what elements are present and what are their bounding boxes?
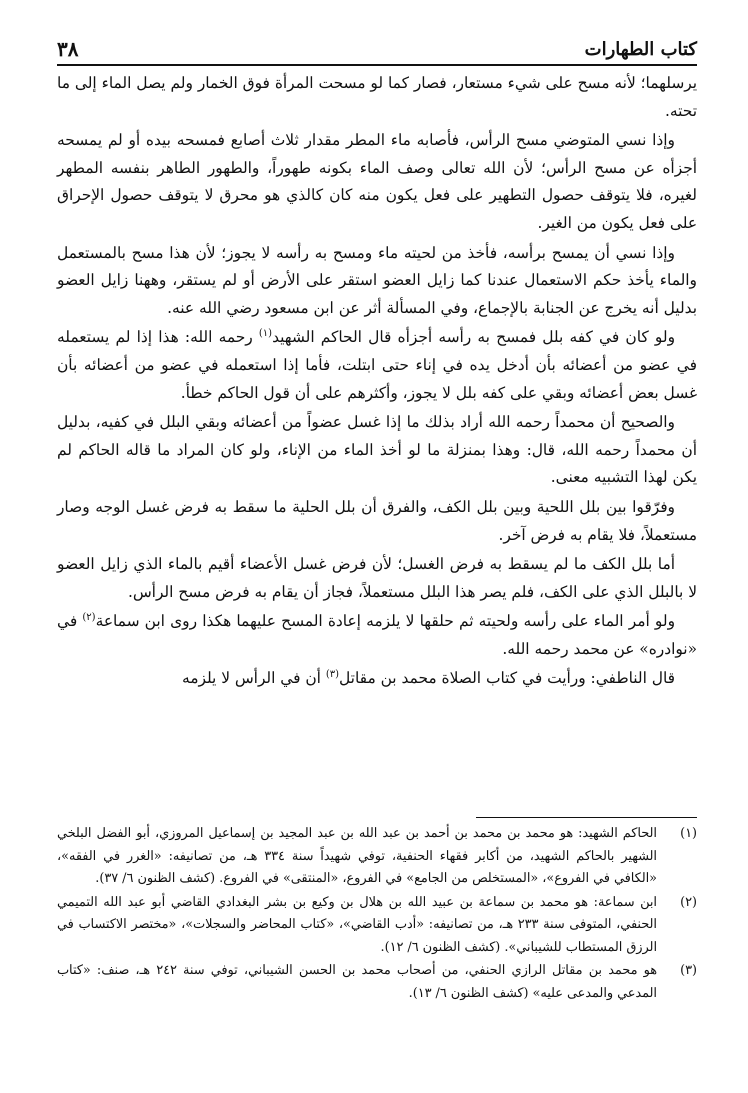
- paragraph-text: أن في الرأس لا يلزمه: [181, 669, 326, 688]
- paragraph-text: ولو أمر الماء على رأسه ولحيته ثم حلقها لا يلزمه إعادة المسح عليهما هكذا روى ابن سماعة: [95, 612, 676, 631]
- header-divider: [57, 64, 697, 66]
- page-number: ٣٨: [57, 37, 79, 61]
- footnote-number: (٣): [680, 963, 697, 978]
- footnote-text: هو محمد بن مقاتل الرازي الحنفي، من أصحاب محمد بن الحسن الشيباني، توفي سنة ٢٤٢ هـ، صنف: «كتاب المدعي والمدعى عليه» (كشف الظنون ٦/ ١٣).: [57, 963, 657, 1001]
- paragraph: وفرّقوا بين بلل اللحية وبين بلل الكف، والفرق أن بلل الحلية ما سقط به فرض غسل الوجه وصار مستعملاً، فلا يقام به فرض آخر.: [57, 497, 697, 544]
- footnote-ref[interactable]: (٢): [82, 612, 96, 624]
- paragraph-text: في «نوادره» عن محمد رحمه الله.: [57, 612, 697, 658]
- footnote-ref[interactable]: (١): [258, 328, 273, 340]
- footnotes: [57, 823, 697, 1006]
- footnote-text: ابن سماعة: هو محمد بن سماعة بن عبيد الله بن هلال بن وكيع بن بشر البغدادي القاضي أبو عبد الله التميمي الحنفي، المتوفى سنة ٢٣٣ هـ، من تصانيفه: «أدب القاضي»، «كتاب المحاضر والسجلات»، «مختصر الاكتساب في الرزق المستطاب للشيباني». (كشف الظنون ٦/ ١٢).: [57, 894, 657, 955]
- paragraph: وإذا نسي المتوضي مسح الرأس، فأصابه ماء المطر مقدار ثلاث أصابع فمسحه بيده أو لم يمسحه أجزأه عن مسح الرأس؛ لأن الله تعالى وصف الماء بكونه طهوراً، والطهور الطاهر بنفسه المطهر لغيره، فلا يتوقف حصول التطهير على فعل يكون منه كان كالذي هو محرق لا يتوقف حصول الإحراق على فعل يكون من الغير.: [57, 131, 697, 232]
- footnote-number: (٢): [680, 894, 697, 910]
- footnote-divider: [476, 817, 697, 818]
- paragraph: [57, 665, 697, 693]
- paragraph: [57, 324, 697, 407]
- paragraph: والصحيح أن محمداً رحمه الله أراد بذلك ما إذا غسل عضواً من أعضائه وبقي البلل في كفيه، بدليل أن محمداً رحمه الله، قال: وهذا بمنزلة ما لو أخذ الماء من الإناء، ولو كان المراد ما قاله الحاكم لم يكن لهذا التشبيه معنى.: [57, 413, 697, 487]
- footnote-text: الحاكم الشهيد: هو محمد بن محمد بن أحمد بن عبد الله بن عبد المجيد بن إسماعيل المروزي، أبو الفضل البلخي الشهير بالحاكم الشهيد، من أكابر فقهاء الحنفية، توفي شهيداً سنة ٣٣٤ هـ، من تصانيفه: «الغرر في الفقه»، «الكافي في الفروع»، «المستخلص من الجامع» في الفروع، «المنتقى» في الفروع. (كشف الظنون ٦/ ٣٧).: [57, 826, 657, 886]
- paragraph-text: قال الناطفي: ورأيت في كتاب الصلاة محمد بن مقاتل: [339, 669, 675, 688]
- footnote: [57, 823, 697, 891]
- paragraph: أما بلل الكف ما لم يسقط به فرض الغسل؛ لأن فرض غسل الأعضاء أقيم بالماء الذي زايل العضو لا بالبلل الذي على الكف، فلم يصر هذا البلل مستعملاً، فجاز أن يقام به فرض مسح الرأس.: [57, 555, 697, 601]
- book-title: كتاب الطهارات: [584, 38, 697, 60]
- footnote: [57, 960, 697, 1005]
- paragraph: يرسلهما؛ لأنه مسح على شيء مستعار، فصار كما لو مسحت المرأة فوق الخمار ولم يصل الماء إلى ما تحته.: [57, 74, 697, 120]
- paragraph: وإذا نسي أن يمسح برأسه، فأخذ من لحيته ماء ومسح به رأسه لا يجوز؛ لأن هذا مسح بالمستعمل والماء يأخذ حكم الاستعمال عندنا كما زايل العضو استقر على الأرض أو لم يستقر، وههنا زايل العضو بدليل أنه يخرج عن الجنابة بالإجماع، وفي المسألة أثر عن ابن مسعود رضي الله عنه.: [57, 243, 697, 317]
- paragraph-text: رحمه الله: هذا إذا لم يستعمله في عضو من أعضائه بأن أدخل يده في إناء حتى ابتلت، فأما إذا استعمله في عضو من أعضائه بأن غسل بعض أعضائه وبقي على كفه بلل لا يجوز، وأكثرهم على أن قول الحاكم خطأ.: [57, 328, 697, 402]
- footnote-number: (١): [680, 826, 697, 841]
- paragraph: [57, 608, 697, 663]
- paragraph-text: ولو كان في كفه بلل فمسح به رأسه أجزأه قال الحاكم الشهيد: [272, 328, 675, 347]
- footnote: [57, 892, 697, 960]
- footnote-ref[interactable]: (٣): [325, 669, 340, 681]
- running-header: [57, 34, 697, 64]
- main-text: [57, 70, 697, 695]
